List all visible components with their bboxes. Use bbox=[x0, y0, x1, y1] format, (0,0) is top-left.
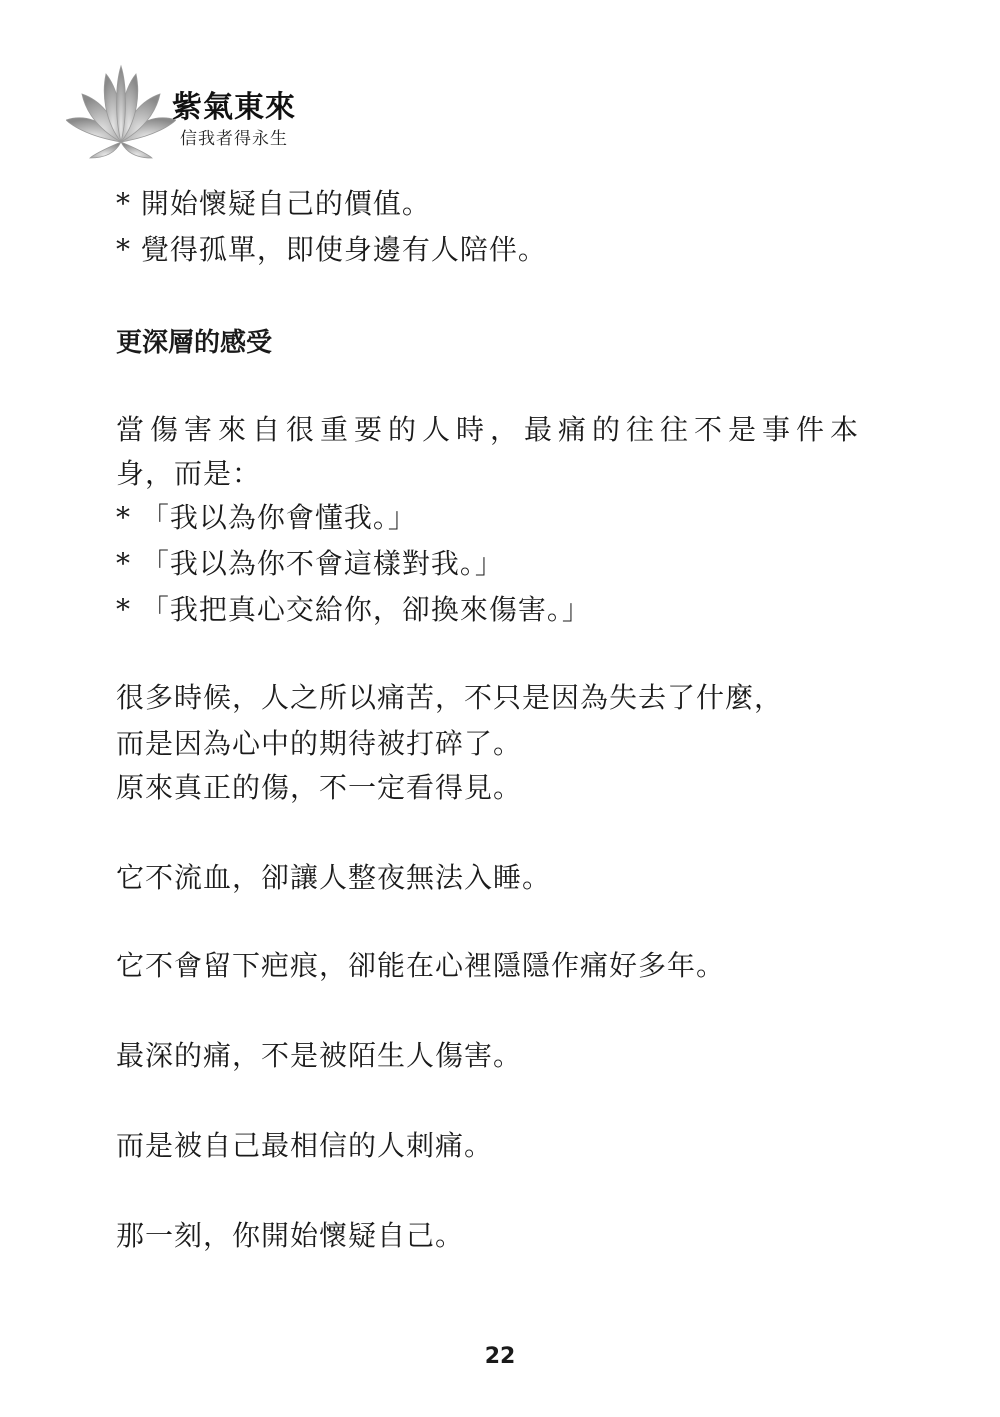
paragraph-line: 當傷害來自很重要的人時，最痛的往往不是事件本 bbox=[116, 413, 865, 446]
bullet-item: * 開始懷疑自己的價值。 bbox=[116, 187, 431, 220]
paragraph-line: 原來真正的傷，不一定看得見。 bbox=[116, 771, 523, 804]
brand-title: 紫氣東來 bbox=[172, 90, 296, 125]
brand-subtitle: 信我者得永生 bbox=[180, 129, 288, 149]
bullet-item: * 覺得孤單，即使身邊有人陪伴。 bbox=[116, 233, 547, 266]
statement-line: 它不會留下疤痕，卻能在心裡隱隱作痛好多年。 bbox=[116, 949, 726, 982]
lotus-icon bbox=[66, 64, 176, 160]
section-heading: 更深層的感受 bbox=[116, 328, 273, 358]
quote-item: * 「我以為你會懂我。」 bbox=[116, 501, 417, 534]
statement-line: 那一刻，你開始懷疑自己。 bbox=[116, 1219, 465, 1252]
statement-line: 它不流血，卻讓人整夜無法入睡。 bbox=[116, 861, 552, 894]
statement-line: 最深的痛，不是被陌生人傷害。 bbox=[116, 1039, 523, 1072]
statement-line: 而是被自己最相信的人刺痛。 bbox=[116, 1129, 494, 1162]
quote-item: * 「我以為你不會這樣對我。」 bbox=[116, 547, 504, 580]
quote-item: * 「我把真心交給你，卻換來傷害。」 bbox=[116, 593, 591, 626]
paragraph-line: 很多時候，人之所以痛苦，不只是因為失去了什麼， bbox=[116, 681, 784, 714]
page-number: 22 bbox=[484, 1344, 516, 1369]
paragraph-line: 身，而是： bbox=[116, 457, 262, 490]
paragraph-line: 而是因為心中的期待被打碎了。 bbox=[116, 727, 523, 760]
